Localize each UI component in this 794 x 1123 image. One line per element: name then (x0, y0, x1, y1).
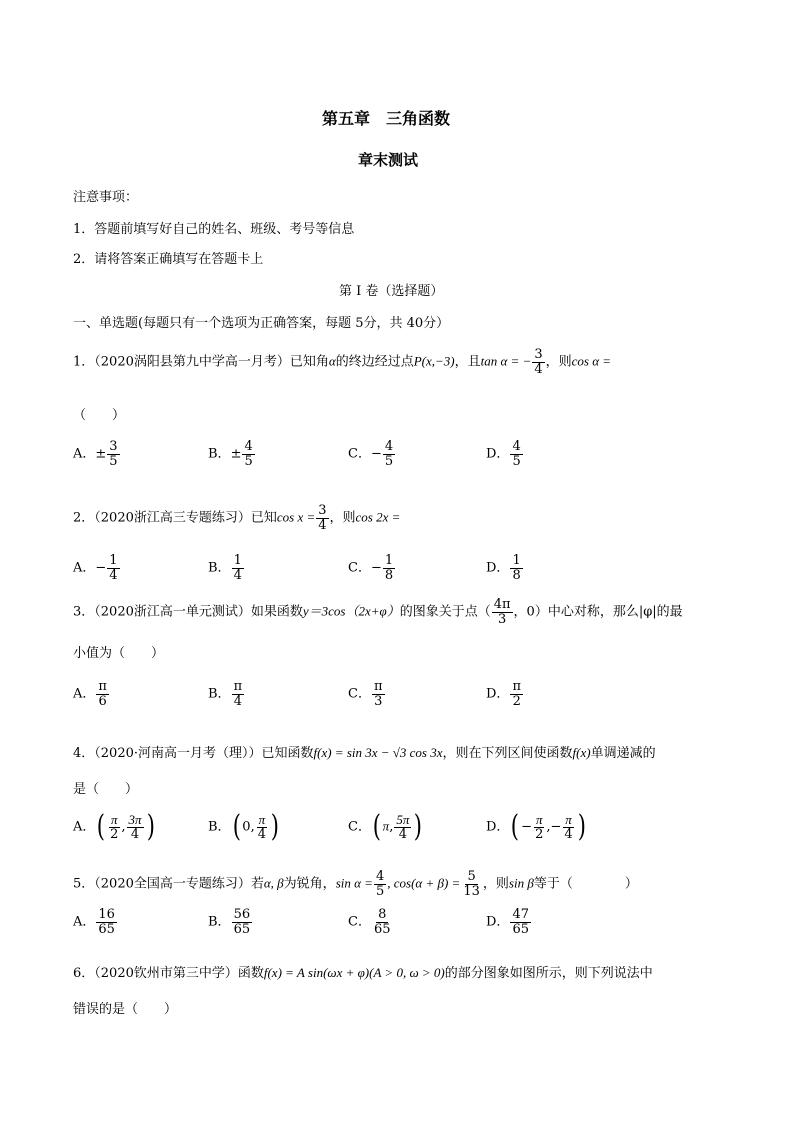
fraction: $\frac{16}{65}$ (98, 907, 115, 937)
math-cos: cos α = (571, 353, 612, 369)
option-d[interactable]: D．( − $\frac{\pi}{2}$ ,− $\frac{\pi}{4}$ ) (486, 809, 586, 844)
fraction: $\frac{4}{5}$ (244, 439, 253, 469)
option-b[interactable]: B． $\frac{\pi}{4}$ (208, 679, 243, 709)
fraction: $\frac{\pi}{6}$ (98, 679, 107, 709)
math-fx: f(x) (572, 745, 591, 760)
fraction: $\frac{3}{4}$ (318, 503, 327, 533)
question-4-stem-cont: 是（ ） (73, 782, 139, 797)
fraction: $\frac{4\pi}{3}$ (493, 597, 511, 627)
math-sin: sin α = (335, 875, 373, 891)
option-b[interactable]: B． $\frac{1}{4}$ (208, 553, 242, 583)
math-point: P(x,−3) (413, 353, 455, 369)
question-3-stem-cont: 小值为（ ） (73, 646, 165, 661)
stem-text: 的终边经过点 (335, 354, 414, 370)
fraction: $\frac{56}{65}$ (233, 907, 251, 937)
math-alpha: α (328, 353, 336, 369)
option-a[interactable]: A．± $\frac{3}{5}$ (73, 439, 118, 469)
fraction: $\frac{1}{8}$ (512, 553, 521, 583)
question-3-stem: 3．（2020浙江高一单元测试）如果函数y＝3cos（2x+φ）的图象关于点（ $\frac{4\pi}{3}$ ，0）中心对称，那么|φ|的最 (73, 597, 683, 627)
option-b[interactable]: B． $\frac{56}{65}$ (208, 907, 251, 937)
math-alpha-beta: α, β (263, 875, 284, 891)
option-a[interactable]: A． $\frac{16}{65}$ (73, 907, 115, 937)
fraction: $\frac{8}{65}$ (373, 907, 391, 937)
note-item: 2．请将答案正确填写在答题卡上 (73, 252, 264, 267)
option-a[interactable]: A．− $\frac{1}{4}$ (73, 553, 118, 583)
question-2-stem: 2．（2020浙江高三专题练习）已知cos x = $\frac{3}{4}$ ，则cos 2x = (73, 503, 401, 533)
option-d[interactable]: D． $\frac{4}{5}$ (486, 439, 521, 469)
note-item: 1．答题前填写好自己的姓名、班级、考号等信息 (73, 222, 355, 237)
math-func: f(x) = A sin(ωx + φ)(A > 0, ω > 0) (263, 965, 445, 980)
option-c[interactable]: C．− $\frac{4}{5}$ (348, 439, 394, 469)
option-b[interactable]: B．± $\frac{4}{5}$ (208, 439, 253, 469)
fraction: $\frac{1}{8}$ (384, 553, 394, 583)
stem-text: ，则 (545, 354, 572, 370)
question-5-stem: 5．（2020全国高一专题练习）若α, β为锐角，sin α = $\frac{4}{5}$ , cos(α + β) = $\frac{5}{13}$ ，则sin β等于（ ） (73, 869, 638, 899)
question-6-stem-cont: 错误的是（ ） (73, 1002, 178, 1017)
option-a[interactable]: A． $\frac{\pi}{6}$ (73, 679, 107, 709)
fraction: $\frac{4}{5}$ (375, 869, 385, 899)
fraction: $\frac{1}{4}$ (233, 553, 242, 583)
answer-blank: （ ） (73, 408, 126, 423)
notes-heading: 注意事项： (73, 190, 139, 205)
option-a[interactable]: A．( $\frac{\pi}{2}$ , $\frac{3\pi}{4}$ ) (73, 809, 155, 844)
fraction: $\frac{5\pi}{4}$ (396, 811, 410, 842)
stem-text: ，且 (454, 354, 481, 370)
math-cos2x: cos 2x = (355, 509, 401, 525)
section-heading: 一、单选题(每题只有一个选项为正确答案，每题 5分，共 40分） (73, 316, 450, 331)
math-cos: , cos(α + β) = (387, 875, 461, 891)
fraction: $\frac{4}{5}$ (512, 439, 521, 469)
option-b[interactable]: B．( 0, $\frac{\pi}{4}$ ) (208, 809, 279, 844)
fraction: $\frac{\pi}{2}$ (110, 811, 119, 842)
option-d[interactable]: D． $\frac{47}{65}$ (486, 907, 529, 937)
fraction: $\frac{1}{4}$ (109, 553, 118, 583)
fraction: $\frac{3\pi}{4}$ (128, 811, 142, 842)
math-func: f(x) = sin 3x − √3 cos 3x (313, 745, 443, 760)
option-d[interactable]: D． $\frac{1}{8}$ (486, 553, 521, 583)
math-sinb: sin β (508, 875, 534, 891)
fraction: $\frac{3}{4}$ (534, 347, 543, 377)
fraction: $\frac{\pi}{4}$ (564, 811, 573, 842)
option-c[interactable]: C． $\frac{8}{65}$ (348, 907, 391, 937)
question-4-stem: 4．（2020·河南高一月考（理））已知函数f(x) = sin 3x − √3 cos 3x，则在下列区间使函数f(x)单调递减的 (73, 745, 656, 761)
volume-label: 第 I 卷（选择题） (339, 284, 444, 299)
option-c[interactable]: C． $\frac{\pi}{3}$ (348, 679, 383, 709)
math-cos: cos x = (276, 509, 316, 525)
fraction: $\frac{\pi}{4}$ (233, 679, 243, 709)
fraction: $\frac{\pi}{3}$ (373, 679, 383, 709)
stem-text: 1．（2020涡阳县第九中学高一月考）已知角 (73, 354, 329, 370)
question-6-stem: 6．（2020钦州市第三中学）函数f(x) = A sin(ωx + φ)(A > 0, ω > 0)的部分图象如图所示，则下列说法中 (73, 965, 653, 981)
option-c[interactable]: C．− $\frac{1}{8}$ (348, 553, 394, 583)
page-subtitle: 章末测试 (358, 151, 419, 169)
fraction: $\frac{4}{5}$ (384, 439, 394, 469)
question-1-stem (73, 348, 611, 376)
fraction: $\frac{3}{5}$ (109, 439, 118, 469)
fraction: $\frac{47}{65}$ (512, 907, 529, 937)
option-c[interactable]: C．( π, $\frac{5\pi}{4}$ ) (348, 809, 423, 844)
option-d[interactable]: D． $\frac{\pi}{2}$ (486, 679, 521, 709)
math-tan: tan α = − (480, 353, 532, 369)
page-title: 第五章 三角函数 (322, 109, 451, 128)
fraction: $\frac{\pi}{2}$ (535, 811, 544, 842)
fraction: $\frac{\pi}{4}$ (257, 811, 266, 842)
fraction: $\frac{\pi}{2}$ (512, 679, 521, 709)
fraction: $\frac{5}{13}$ (463, 869, 480, 899)
math-func: y＝3cos（2x+φ） (302, 603, 400, 619)
